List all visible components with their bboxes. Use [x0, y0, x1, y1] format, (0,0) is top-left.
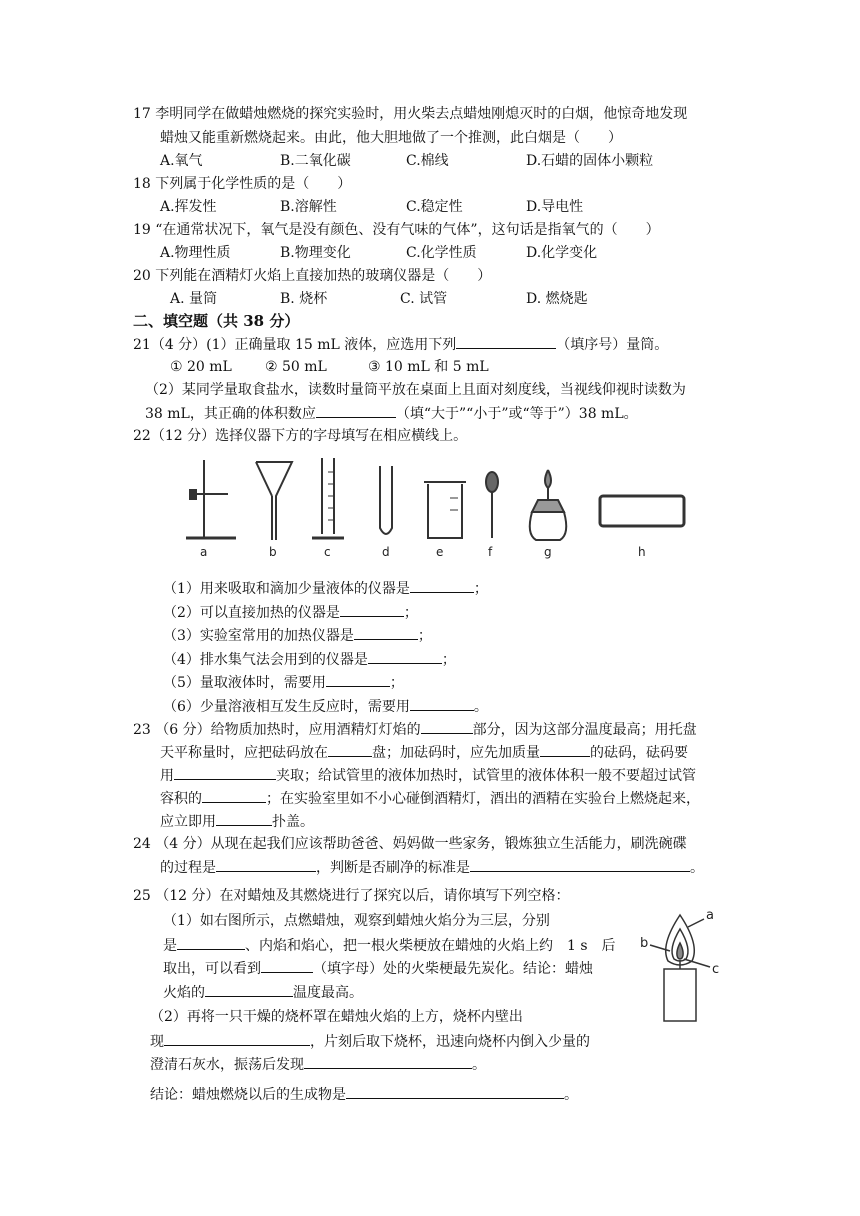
flame-label-b: b	[640, 936, 649, 951]
apparatus-label-b: b	[269, 545, 277, 559]
funnel-icon	[256, 462, 292, 540]
q20-option-a: A. 量筒	[170, 291, 218, 307]
q19-option-a: A.物理性质	[160, 245, 231, 261]
q22-item-3	[163, 625, 432, 646]
answer-blank[interactable]	[261, 958, 313, 973]
q20-stem: 20 下列能在酒精灯火焰上直接加热的玻璃仪器是（ ）	[133, 268, 492, 284]
answer-blank[interactable]	[216, 857, 316, 872]
q22-item-2	[163, 602, 418, 623]
q23-text: 盘；加砝码时，应先加质量	[372, 745, 540, 761]
q17-option-c: C.棉线	[406, 153, 449, 169]
q23-line3	[160, 765, 696, 786]
answer-blank[interactable]	[421, 719, 473, 734]
q25-text: 结论：蜡烛燃烧以后的生成物是	[150, 1087, 346, 1103]
q21-part2-text-end: （填“大于”“小于”或“等于”）38 mL。	[395, 406, 638, 422]
q19-option-c: C.化学性质	[406, 245, 477, 261]
answer-blank[interactable]	[456, 334, 556, 349]
q22-item-end: ；	[473, 581, 488, 597]
q24-text: 的过程是	[160, 860, 216, 876]
apparatus-label-e: e	[436, 545, 444, 559]
answer-blank[interactable]	[164, 1031, 310, 1046]
candle-body-icon	[664, 969, 696, 1021]
iron-stand-icon	[186, 460, 236, 538]
q23-text: 应立即用	[160, 814, 216, 830]
answer-blank[interactable]	[470, 857, 690, 872]
q19-stem: 19 “在通常状况下，氧气是没有颜色、没有气味的气体”，这句话是指氧气的（ ）	[133, 222, 660, 238]
water-trough-icon	[600, 496, 684, 526]
q24-line1: 24 （4 分）从现在起我们应该帮助爸爸、妈妈做一些家务，锻炼独立生活能力，刷洗碗碟	[133, 836, 687, 852]
answer-blank[interactable]	[328, 742, 372, 757]
q25-text: 澄清石灰水，振荡后发现	[150, 1057, 304, 1073]
answer-blank[interactable]	[410, 578, 474, 593]
flame-label-a: a	[706, 908, 714, 923]
q22-item-6	[163, 696, 488, 717]
q17-stem-line1: 17 李明同学在做蜡烛燃烧的探究实验时，用火柴去点蜡烛刚熄灭时的白烟，他惊奇地发现	[133, 106, 688, 122]
q23-text: 23 （6 分）给物质加热时，应用酒精灯灯焰的	[133, 722, 421, 738]
answer-blank[interactable]	[202, 788, 266, 803]
q22-item-1	[163, 578, 488, 599]
q25-text: 。	[564, 1087, 578, 1103]
q22-item-end: ；	[417, 628, 432, 644]
q25-text: 取出，可以看到	[163, 961, 261, 977]
apparatus-label-h: h	[638, 545, 646, 559]
q20-option-d: D. 燃烧匙	[526, 291, 588, 307]
q22-item-text: （2）可以直接加热的仪器是	[163, 605, 340, 621]
q17-option-d: D.石蜡的固体小颗粒	[526, 153, 654, 169]
q25-p2-line3	[150, 1054, 486, 1075]
q22-item-5	[163, 672, 404, 693]
answer-blank[interactable]	[410, 696, 474, 711]
test-tube-icon	[380, 466, 392, 534]
q23-line4	[160, 788, 700, 809]
q24-line2	[160, 857, 704, 878]
q23-text: 天平称量时，应把砝码放在	[160, 745, 328, 761]
q25-text: 是	[163, 938, 177, 954]
answer-blank[interactable]	[316, 403, 396, 418]
q22-stem: 22（12 分）选择仪器下方的字母填写在相应横线上。	[133, 428, 468, 444]
q20-option-b: B. 烧杯	[280, 291, 328, 307]
q17-option-a: A.氧气	[160, 153, 203, 169]
q20-option-c: C. 试管	[400, 291, 448, 307]
q22-item-text: （4）排水集气法会用到的仪器是	[163, 652, 368, 668]
q21-part2-text: 38 mL，其正确的体积数应	[145, 406, 316, 422]
q18-stem: 18 下列属于化学性质的是（ ）	[133, 176, 352, 192]
q25-text: 、内焰和焰心，把一根火柴梗放在蜡烛的火焰上约 1 s 后	[245, 938, 616, 954]
apparatus-label-f: f	[488, 545, 493, 559]
answer-blank[interactable]	[205, 982, 293, 997]
q23-text: 容积的	[160, 791, 202, 807]
apparatus-label-g: g	[544, 545, 552, 559]
alcohol-lamp-icon	[530, 470, 567, 540]
answer-blank[interactable]	[326, 672, 390, 687]
q19-option-b: B.物理变化	[280, 245, 351, 261]
q21-option-3: ③ 10 mL 和 5 mL	[368, 359, 489, 375]
section-title: 二、填空题（共 38 分）	[133, 312, 300, 330]
q25-text: 温度最高。	[293, 985, 363, 1001]
q22-item-end: ；	[441, 652, 456, 668]
apparatus-label-c: c	[324, 545, 331, 559]
q23-text: 部分，因为这部分温度最高；用托盘	[472, 722, 697, 738]
q25-p1-line4	[163, 982, 363, 1003]
answer-blank[interactable]	[540, 742, 590, 757]
q25-stem: 25 （12 分）在对蜡烛及其燃烧进行了探究以后，请你填写下列空格：	[133, 888, 570, 904]
q25-conclusion	[150, 1084, 578, 1105]
q19-option-d: D.化学变化	[526, 245, 598, 261]
answer-blank[interactable]	[346, 1084, 564, 1099]
q18-option-b: B.溶解性	[280, 199, 337, 215]
q25-p2-line2	[150, 1031, 590, 1052]
q24-text: ，判断是否刷净的标准是	[316, 860, 470, 876]
q21-part2-line2	[145, 403, 638, 424]
q22-item-text: （5）量取液体时，需要用	[163, 675, 326, 691]
q21-option-1: ① 20 mL	[170, 359, 232, 375]
graduated-cylinder-icon	[312, 458, 344, 538]
answer-blank[interactable]	[174, 765, 276, 780]
q22-item-4	[163, 649, 456, 670]
q25-p1-line1: （1）如右图所示，点燃蜡烛，观察到蜡烛火焰分为三层，分别	[163, 913, 550, 929]
q17-stem-line2: 蜡烛又能重新燃烧起来。由此，他大胆地做了一个推测，此白烟是（ ）	[160, 130, 622, 146]
q25-text: 。	[472, 1057, 486, 1073]
q18-option-d: D.导电性	[526, 199, 584, 215]
answer-blank[interactable]	[340, 602, 404, 617]
q23-line5	[160, 811, 314, 832]
q23-text: 用	[160, 768, 174, 784]
q23-text: 的砝码，砝码要	[590, 745, 688, 761]
q18-option-a: A.挥发性	[160, 199, 217, 215]
q21-part1-text: 21（4 分）(1）正确量取 15 mL 液体，应选用下列	[133, 337, 457, 353]
answer-blank[interactable]	[368, 649, 442, 664]
answer-blank[interactable]	[177, 935, 245, 950]
q25-text: 现	[150, 1034, 164, 1050]
q17-option-b: B.二氧化碳	[280, 153, 351, 169]
answer-blank[interactable]	[216, 811, 272, 826]
dropper-icon	[486, 472, 498, 538]
q25-text: ，片刻后取下烧杯，迅速向烧杯内倒入少量的	[310, 1034, 590, 1050]
q22-item-text: （3）实验室常用的加热仪器是	[163, 628, 354, 644]
q22-item-end: ；	[403, 605, 418, 621]
q25-p1-line2	[163, 935, 616, 956]
q22-item-end: 。	[473, 699, 488, 715]
q23-text: 扑盖。	[272, 814, 314, 830]
apparatus-figure	[180, 452, 690, 562]
flame-core-icon	[677, 943, 683, 959]
q23-text: ；在实验室里如不小心碰倒酒精灯，酒出的酒精在实验台上燃烧起来，	[266, 791, 700, 807]
q25-text: （填字母）处的火柴梗最先炭化。结论：蜡烛	[313, 961, 593, 977]
q23-line1	[133, 719, 697, 740]
answer-blank[interactable]	[354, 625, 418, 640]
answer-blank[interactable]	[304, 1054, 472, 1069]
q24-text: 。	[690, 860, 704, 876]
q18-option-c: C.稳定性	[406, 199, 463, 215]
q25-p2-line1: （2）再将一只干燥的烧杯罩在蜡烛火焰的上方，烧杯内壁出	[150, 1009, 523, 1025]
beaker-icon	[424, 482, 466, 538]
q21-option-2: ② 50 mL	[265, 359, 327, 375]
q25-text: 火焰的	[163, 985, 205, 1001]
flame-label-c: c	[712, 962, 720, 977]
q23-text: 夹取；给试管里的液体加热时，试管里的液体体积一般不要超过试管	[276, 768, 696, 784]
candle-flame-figure	[630, 905, 730, 1025]
q22-item-end: ；	[389, 675, 404, 691]
q23-line2	[160, 742, 688, 763]
q21-part2-line1: （2）某同学量取食盐水，读数时量筒平放在桌面上且面对刻度线，当视线仰视时读数为	[145, 382, 686, 398]
q21-part1	[133, 334, 668, 355]
q21-part1-text-end: （填序号）量筒。	[556, 337, 669, 353]
q22-item-text: （6）少量溶液相互发生反应时，需要用	[163, 699, 410, 715]
q25-p1-line3	[163, 958, 593, 979]
q22-item-text: （1）用来吸取和滴加少量液体的仪器是	[163, 581, 410, 597]
apparatus-label-a: a	[200, 545, 208, 559]
apparatus-label-d: d	[382, 545, 390, 559]
